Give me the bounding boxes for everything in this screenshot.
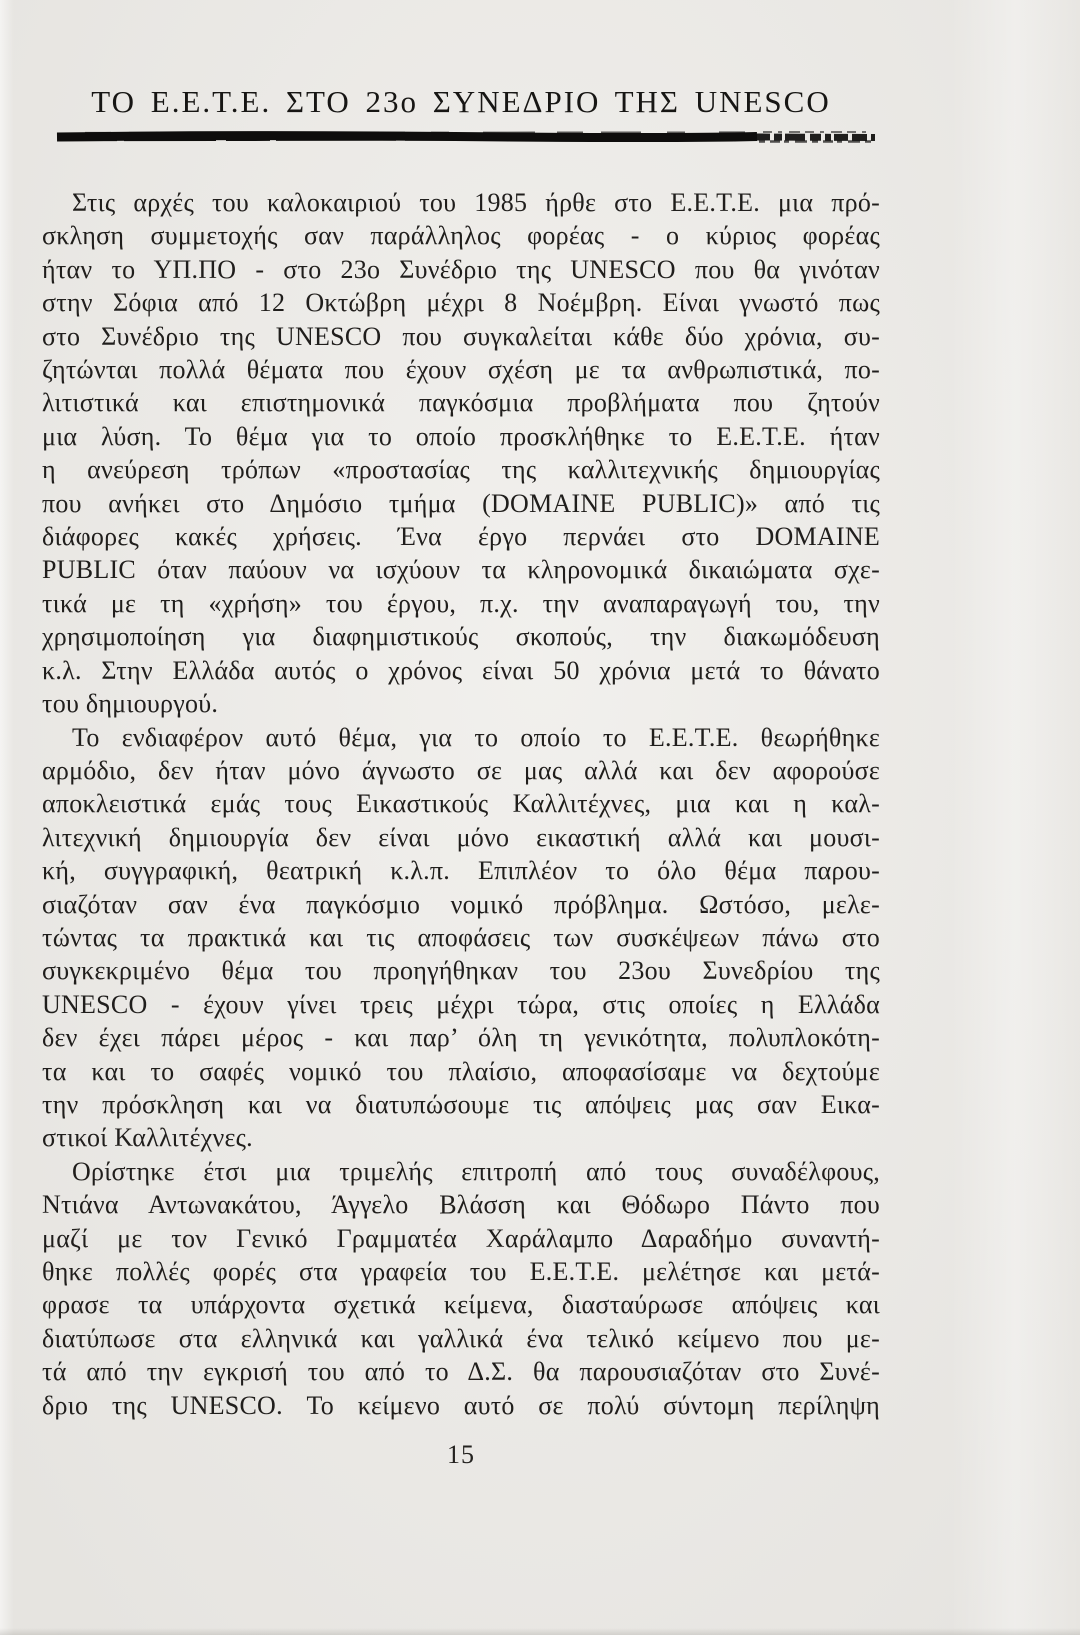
text-line: διάφορες κακές χρήσεις. Ένα έργο περνάει στο DOMAINE bbox=[42, 522, 880, 552]
text-line: κ.λ. Στην Ελλάδα αυτός ο χρόνος είναι 50 χρόνια μετά το θάνατο bbox=[42, 655, 880, 685]
text-line: σιαζόταν σαν ένα παγκόσμιο νομικό πρόβλημα. Ωστόσο, μελε- bbox=[42, 889, 880, 919]
title-underline-rule bbox=[55, 128, 877, 146]
text-line: λιτεχνική δημιουργία δεν είναι μόνο εικαστική αλλά και μουσι- bbox=[42, 822, 880, 852]
text-line: την πρόσκληση και να διατυπώσουμε τις απόψεις μας σαν Εικα- bbox=[42, 1089, 880, 1119]
text-line: ζητώνται πολλά θέματα που έχουν σχέση με τα ανθρωπιστικά, πο- bbox=[42, 355, 880, 385]
text-line: μια λύση. Το θέμα για το οποίο προσκλήθηκε το Ε.Ε.Τ.Ε. ήταν bbox=[42, 421, 880, 451]
text-line: τα και το σαφές νομικό του πλαίσιο, αποφασίσαμε να δεχτούμε bbox=[42, 1056, 880, 1086]
paragraph bbox=[42, 186, 880, 721]
ink-rule-graphic bbox=[55, 128, 877, 146]
text-line: δριο της UNESCO. Το κείμενο αυτό σε πολύ σύντομη περίληψη bbox=[42, 1390, 880, 1420]
text-line: φρασε τα υπάρχοντα σχετικά κείμενα, διασταύρωσε απόψεις και bbox=[42, 1290, 880, 1320]
text-line: διατύπωσε στα ελληνικά και γαλλικά ένα τελικό κείμενο που με- bbox=[42, 1323, 880, 1353]
text-line: λιτιστικά και επιστημονικά παγκόσμια προβλήματα που ζητούν bbox=[42, 388, 880, 418]
text-line: ήταν το ΥΠ.ΠΟ - στο 23ο Συνέδριο της UNESCO που θα γινόταν bbox=[42, 254, 880, 284]
text-line: Ντιάνα Αντωνακάτου, Άγγελο Βλάσση και Θόδωρο Πάντο που bbox=[42, 1190, 880, 1220]
page-number: 15 bbox=[447, 1440, 475, 1469]
text-line: στο Συνέδριο της UNESCO που συγκαλείται κάθε δύο χρόνια, συ- bbox=[42, 321, 880, 351]
text-line: αρμόδιο, δεν ήταν μόνο άγνωστο σε μας αλλά και δεν αφορούσε bbox=[42, 755, 880, 785]
text-line: Ορίστηκε έτσι μια τριμελής επιτροπή από τους συναδέλφους, bbox=[72, 1156, 880, 1186]
text-line: κή, συγγραφική, θεατρική κ.λ.π. Επιπλέον το όλο θέμα παρου- bbox=[42, 856, 880, 886]
text-line: PUBLIC όταν παύουν να ισχύουν τα κληρονομικά δικαιώματα σχε- bbox=[42, 555, 880, 585]
text-line: αποκλειστικά εμάς τους Εικαστικούς Καλλιτέχνες, μια και η καλ- bbox=[42, 789, 880, 819]
page-title: ΤΟ Ε.Ε.Τ.Ε. ΣΤΟ 23ο ΣΥΝΕΔΡΙΟ ΤΗΣ UNESCO bbox=[91, 84, 831, 119]
text-line: συγκεκριμένο θέμα του προηγήθηκαν του 23ου Συνεδρίου της bbox=[42, 956, 880, 986]
paragraph bbox=[42, 721, 880, 1155]
text-line: θηκε πολλές φορές στα γραφεία του Ε.Ε.Τ.Ε. μελέτησε και μετά- bbox=[42, 1257, 880, 1286]
article-body bbox=[42, 186, 880, 1422]
text-line: του δημιουργού. bbox=[42, 689, 219, 719]
text-line: Το ενδιαφέρον αυτό θέμα, για το οποίο το Ε.Ε.Τ.Ε. θεωρήθηκε bbox=[72, 722, 880, 752]
text-line: στην Σόφια από 12 Οκτώβρη μέχρι 8 Νοέμβρη. Είναι γνωστό πως bbox=[42, 288, 880, 318]
text-line: τώντας τα πρακτικά και τις αποφάσεις των συσκέψεων πάνω στο bbox=[42, 922, 880, 952]
text-line: η ανεύρεση τρόπων «προστασίας της καλλιτεχνικής δημιουργίας bbox=[42, 455, 880, 485]
text-line: Στις αρχές του καλοκαιριού του 1985 ήρθε στο Ε.Ε.Τ.Ε. μια πρό- bbox=[72, 188, 880, 217]
paragraph bbox=[42, 1155, 880, 1422]
text-line: που ανήκει στο Δημόσιο τμήμα (DOMAINE PUBLIC)» από τις bbox=[42, 488, 880, 518]
text-line: δεν έχει πάρει μέρος - και παρ’ όλη τη γενικότητα, πολυπλοκότη- bbox=[42, 1023, 880, 1053]
text-line: UNESCO - έχουν γίνει τρεις μέχρι τώρα, στις οποίες η Ελλάδα bbox=[42, 989, 880, 1019]
text-line: σκληση συμμετοχής σαν παράλληλος φορέας - ο κύριος φορέας bbox=[42, 221, 880, 251]
text-line: μαζί με τον Γενικό Γραμματέα Χαράλαμπο Δαραδήμο συναντή- bbox=[42, 1223, 880, 1253]
text-line: τικά με τη «χρήση» του έργου, π.χ. την αναπαραγωγή του, την bbox=[42, 588, 880, 618]
text-line: τά από την εγκρισή του από το Δ.Σ. θα παρουσιαζόταν στο Συνέ- bbox=[42, 1357, 880, 1387]
text-line: στικοί Καλλιτέχνες. bbox=[42, 1123, 253, 1153]
text-line: χρησιμοποίηση για διαφημιστικούς σκοπούς, την διακωμόδευση bbox=[42, 622, 880, 652]
